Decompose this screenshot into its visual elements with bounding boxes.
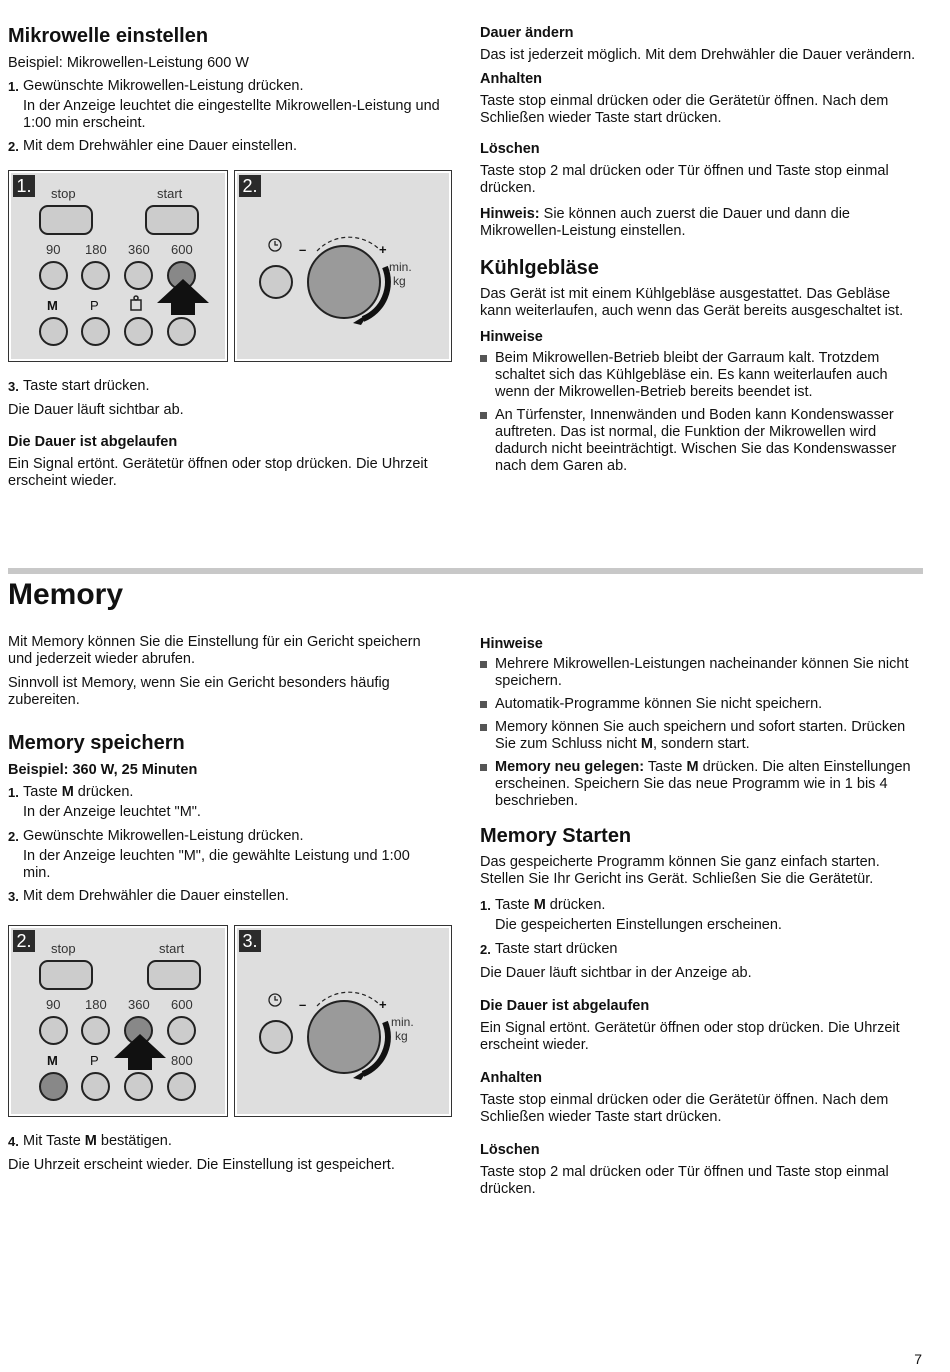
hinweis-text: Hinweis: Sie können auch zuerst die Dauer und dann die Mikrowellen-Leistung einstellen. [480, 206, 850, 239]
mem-done-text: Ein Signal ertönt. Gerätetür öffnen oder stop drücken. Die Uhrzeit erscheint wieder. [480, 1020, 900, 1053]
clock-button[interactable] [259, 265, 293, 299]
anhalten-heading: Anhalten [480, 71, 543, 87]
mw-done-heading: Die Dauer ist abgelaufen [8, 434, 178, 450]
dauer-heading: Dauer ändern [480, 25, 574, 41]
memory-hinweise-heading: Hinweise [480, 636, 543, 652]
arrow-up-icon [112, 1032, 168, 1072]
badge: 3. [239, 930, 261, 952]
panel-keys-1: 1. stop start 90 180 360 600 M P [8, 170, 228, 362]
list-item: Memory neu gelegen: Taste M drücken. Die alten Einstellungen erscheinen. Speichern Sie das neue Programm wie in 1 bis 4 beschrieben. [480, 759, 920, 810]
mem-step-1-note: In der Anzeige leuchtet "M". [23, 804, 201, 820]
mw-right-column [480, 24, 920, 481]
memory-column [8, 577, 438, 905]
arrow-up-icon [155, 277, 211, 317]
mem-done-heading: Die Dauer ist abgelaufen [480, 998, 650, 1014]
power-360-button[interactable] [124, 261, 153, 290]
anhalten-text: Taste stop einmal drücken oder die Gerätetür öffnen. Nach dem Schließen wieder Taste start drücken. [480, 93, 889, 126]
memory-intro-2: Sinnvoll ist Memory, wenn Sie ein Gericht besonders häufig zubereiten. [8, 675, 390, 708]
mw-column-lower [8, 378, 448, 490]
memory-title: Memory [8, 578, 124, 611]
mw-step-2: 2. Mit dem Drehwähler eine Dauer einstellen. [8, 138, 298, 154]
list-item: Automatik-Programme können Sie nicht speichern. [480, 696, 920, 713]
memory-button[interactable] [39, 1072, 68, 1101]
list-item: Memory können Sie auch speichern und sofort starten. Drücken Sie zum Schluss nicht M, sondern start. [480, 719, 920, 753]
power-600-button[interactable] [167, 1016, 196, 1045]
stop-button[interactable] [39, 960, 93, 990]
clock-button[interactable] [259, 1020, 293, 1054]
kuehl-hinweise-heading: Hinweise [480, 329, 543, 345]
memory-example: Beispiel: 360 W, 25 Minuten [8, 762, 198, 778]
start-button[interactable] [147, 960, 201, 990]
section-divider [8, 568, 923, 574]
mw-step-3: 3. Taste start drücken. [8, 378, 150, 394]
program-button[interactable] [81, 317, 110, 346]
badge: 1. [13, 175, 35, 197]
panel-dial-1: 2. – + min. kg [234, 170, 452, 362]
mem-loeschen-heading: Löschen [480, 1142, 540, 1158]
clock-icon [267, 237, 283, 253]
mem-step-1: 1. Taste M drücken. [8, 784, 134, 800]
mw-step-1: 1. Gewünschte Mikrowellen-Leistung drücken. [8, 78, 304, 94]
memory-right-column [480, 635, 920, 1198]
start-step-1-note: Die gespeicherten Einstellungen erscheinen. [495, 917, 782, 933]
weight-button[interactable] [124, 317, 153, 346]
memory-intro-1: Mit Memory können Sie die Einstellung für ein Gericht speichern und jederzeit wieder abrufen. [8, 634, 421, 667]
list-item: Beim Mikrowellen-Betrieb bleibt der Garraum kalt. Trotzdem schaltet sich das Kühlgebläse ein. Es kann weiterlaufen auch wenn der Mikrowellen-Betrieb bereits beendet ist. [480, 350, 920, 401]
weight-icon [129, 295, 143, 311]
memory-bullets [480, 656, 920, 810]
weight-button[interactable] [124, 1072, 153, 1101]
rotate-arrow-icon [299, 982, 399, 1082]
mem-loeschen-text: Taste stop 2 mal drücken oder Tür öffnen und Taste stop einmal drücken. [480, 1164, 889, 1197]
page-number: 7 [914, 1351, 922, 1367]
kuehl-text: Das Gerät ist mit einem Kühlgebläse ausgestattet. Das Gebläse kann weiterlaufen, auch wenn das Gerät bereits ausgeschaltet ist. [480, 286, 904, 319]
mem-anhalten-heading: Anhalten [480, 1070, 543, 1086]
mem-step-2-note: In der Anzeige leuchten "M", die gewählte Leistung und 1:00 min. [23, 848, 410, 881]
panel-keys-2: 2. stop start 90 180 360 600 M P 800 [8, 925, 228, 1117]
mem-step-4-note: Die Uhrzeit erscheint wieder. Die Einstellung ist gespeichert. [8, 1157, 395, 1173]
mem-anhalten-text: Taste stop einmal drücken oder die Gerätetür öffnen. Nach dem Schließen wieder Taste start drücken. [480, 1092, 889, 1125]
badge: 2. [13, 930, 35, 952]
loeschen-text: Taste stop 2 mal drücken oder Tür öffnen und Taste stop einmal drücken. [480, 163, 889, 196]
mw-done-text: Ein Signal ertönt. Gerätetür öffnen oder stop drücken. Die Uhrzeit erscheint wieder. [8, 456, 428, 489]
loeschen-heading: Löschen [480, 141, 540, 157]
power-180-button[interactable] [81, 261, 110, 290]
mw-step-1-note: In der Anzeige leuchtet die eingestellte Mikrowellen-Leistung und 1:00 min erscheint. [23, 98, 440, 131]
mw-title: Mikrowelle einstellen [8, 25, 209, 47]
kuehl-bullets [480, 350, 920, 475]
start-step-2: 2. Taste start drücken [480, 941, 618, 957]
mw-column [8, 24, 448, 155]
list-item: An Türfenster, Innenwänden und Boden kann Kondenswasser auftreten. Das ist normal, die Funktion der Mikrowellen wird dadurch nicht beeinträchtigt. Wischen Sie das Kondenswasser nach dem Garen ab. [480, 407, 920, 475]
start-button[interactable] [145, 205, 199, 235]
mem-step-3: 3. Mit dem Drehwähler die Dauer einstellen. [8, 888, 289, 904]
memory-column-lower [8, 1133, 448, 1174]
start-step-2-note: Die Dauer läuft sichtbar in der Anzeige ab. [480, 965, 752, 981]
mem-step-4: 4. Mit Taste M bestätigen. [8, 1133, 172, 1149]
mem-step-2: 2. Gewünschte Mikrowellen-Leistung drücken. [8, 828, 304, 844]
kuehl-title: Kühlgebläse [480, 257, 599, 279]
start-step-1: 1. Taste M drücken. [480, 897, 606, 913]
memory-starten-title: Memory Starten [480, 825, 632, 847]
program-button[interactable] [81, 1072, 110, 1101]
extra-button[interactable] [167, 317, 196, 346]
memory-starten-intro: Das gespeicherte Programm können Sie ganz einfach starten. Stellen Sie Ihr Gericht ins Gerät. Schließen Sie die Gerätetür. [480, 854, 880, 887]
power-180-button[interactable] [81, 1016, 110, 1045]
rotate-arrow-icon [299, 227, 399, 327]
list-item: Mehrere Mikrowellen-Leistungen nacheinander können Sie nicht speichern. [480, 656, 920, 690]
memory-button[interactable] [39, 317, 68, 346]
mw-step-3-note: Die Dauer läuft sichtbar ab. [8, 402, 184, 418]
power-800-button[interactable] [167, 1072, 196, 1101]
mw-example: Beispiel: Mikrowellen-Leistung 600 W [8, 55, 249, 71]
power-90-button[interactable] [39, 1016, 68, 1045]
badge: 2. [239, 175, 261, 197]
dauer-text: Das ist jederzeit möglich. Mit dem Drehwähler die Dauer verändern. [480, 47, 916, 63]
power-90-button[interactable] [39, 261, 68, 290]
memory-speichern-title: Memory speichern [8, 732, 185, 754]
stop-button[interactable] [39, 205, 93, 235]
clock-icon [267, 992, 283, 1008]
panel-dial-2: 3. – + min. kg [234, 925, 452, 1117]
